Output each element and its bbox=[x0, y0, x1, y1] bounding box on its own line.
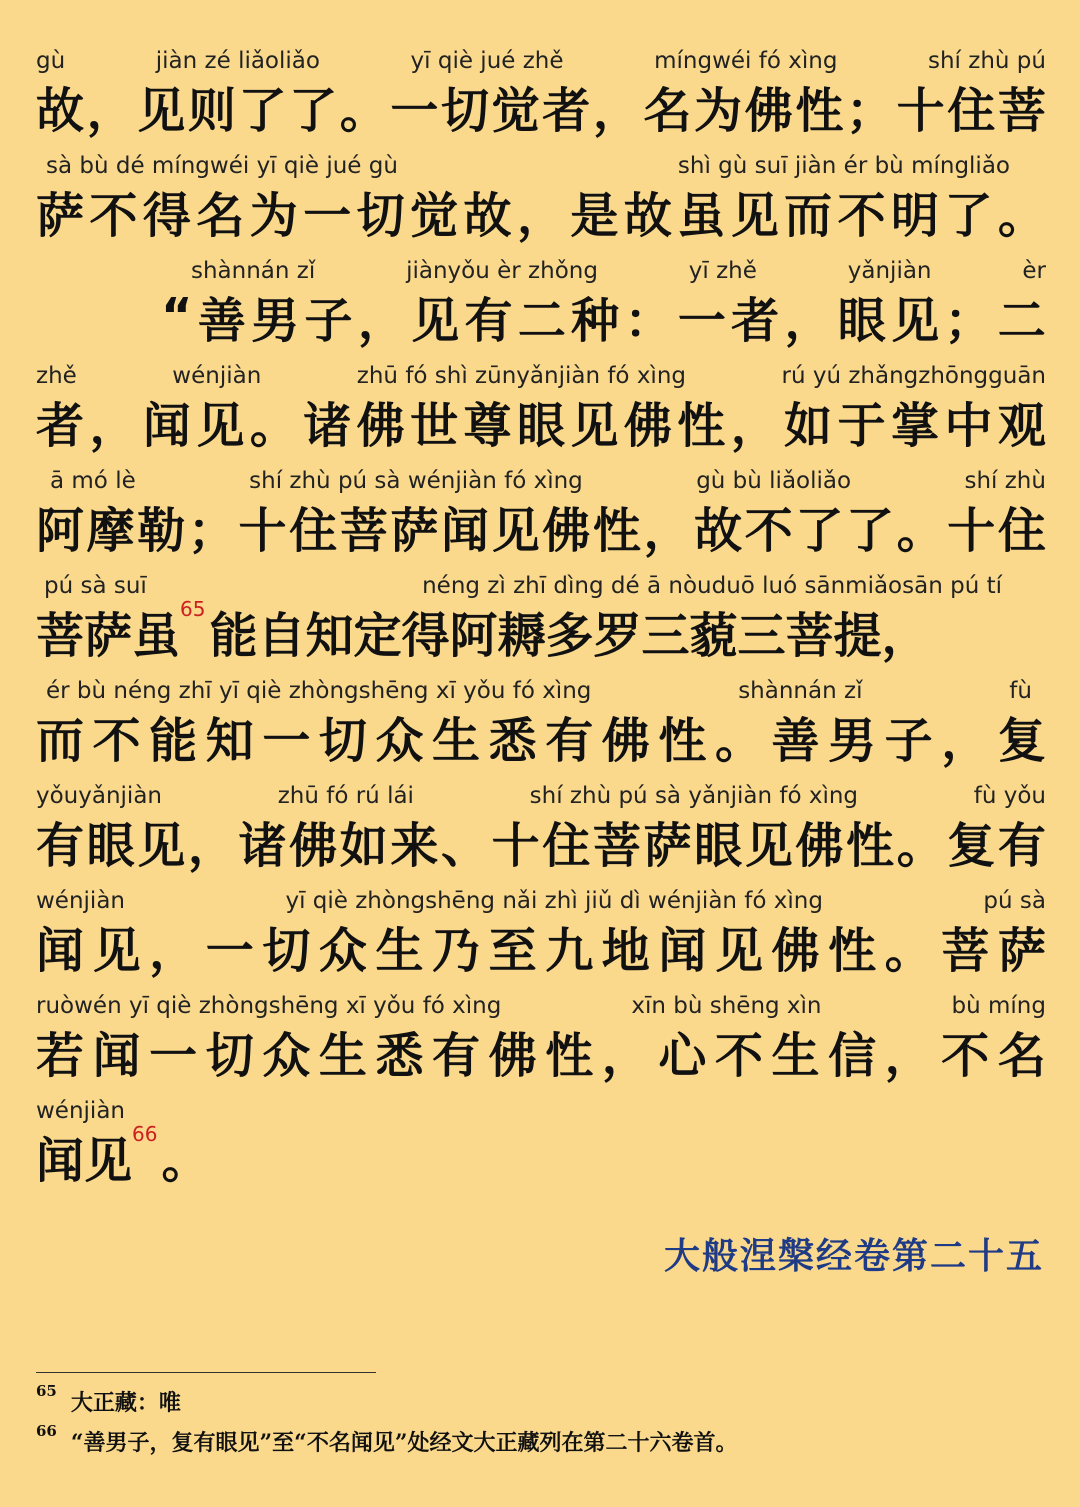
pinyin: shí zhù pú sà yǎnjiàn fó xìng bbox=[529, 783, 859, 809]
hanzi-row bbox=[36, 74, 1046, 138]
hanzi-char: 见 bbox=[137, 82, 186, 139]
hanzi-segment: 菩萨虽 bbox=[36, 607, 181, 664]
hanzi-char: 则 bbox=[187, 82, 236, 139]
hanzi-char: 故 bbox=[36, 82, 85, 139]
hanzi-row bbox=[36, 704, 1046, 768]
hanzi-char: 闻 bbox=[142, 397, 191, 454]
pinyin: wénjiàn bbox=[172, 363, 262, 389]
hanzi-char: 复 bbox=[997, 712, 1046, 769]
hanzi-char: 切 bbox=[356, 187, 405, 244]
hanzi-char: 切 bbox=[318, 712, 367, 769]
pinyin: shí zhù bbox=[964, 468, 1046, 494]
hanzi-char: 萨 bbox=[390, 502, 439, 559]
hanzi-char: 为 bbox=[694, 82, 743, 139]
hanzi-char: 诸 bbox=[238, 817, 287, 874]
hanzi-char: 性 bbox=[677, 397, 726, 454]
hanzi-row bbox=[161, 284, 1046, 348]
hanzi-char: 佛 bbox=[771, 922, 820, 979]
pinyin: fù yǒu bbox=[973, 783, 1046, 809]
hanzi-char: 。 bbox=[339, 82, 388, 139]
hanzi-char: 地 bbox=[601, 922, 650, 979]
pinyin-row bbox=[36, 359, 1046, 389]
footnote-number: 66 bbox=[36, 1422, 57, 1440]
hanzi-char: 见 bbox=[92, 922, 141, 979]
hanzi-char: 而 bbox=[36, 712, 85, 769]
pinyin: gù bbox=[36, 48, 66, 74]
pinyin: gù bù liǎoliǎo bbox=[696, 468, 852, 494]
pinyin: néng zì zhī dìng dé ā nòuduō luó sānmiǎosān pú tí bbox=[422, 573, 1002, 599]
pinyin: míngwéi fó xìng bbox=[654, 48, 838, 74]
hanzi-char: ， bbox=[784, 292, 833, 349]
pinyin: wénjiàn bbox=[36, 1098, 125, 1124]
hanzi-char: 勒 bbox=[137, 502, 186, 559]
hanzi-char: 见 bbox=[411, 292, 460, 349]
pinyin: xīn bù shēng xìn bbox=[631, 993, 822, 1019]
hanzi-segment: 闻见 bbox=[36, 1132, 133, 1189]
hanzi-char: 性 bbox=[658, 712, 707, 769]
pinyin: bù míng bbox=[951, 993, 1046, 1019]
hanzi-char: 住 bbox=[542, 817, 591, 874]
text-line bbox=[36, 464, 1046, 568]
hanzi-char: ， bbox=[601, 1027, 650, 1084]
text-line bbox=[36, 254, 1046, 358]
hanzi-char: 十 bbox=[491, 817, 540, 874]
hanzi-char: 如 bbox=[784, 397, 833, 454]
text-line bbox=[36, 779, 1046, 883]
hanzi-char: 佛 bbox=[289, 817, 338, 874]
hanzi-char: 佛 bbox=[542, 502, 591, 559]
hanzi-char: 住 bbox=[289, 502, 338, 559]
hanzi-char: 名 bbox=[196, 187, 245, 244]
hanzi-char: 佛 bbox=[488, 1027, 537, 1084]
hanzi-char: 摩 bbox=[86, 502, 135, 559]
pinyin: zhě bbox=[36, 363, 77, 389]
hanzi-char: “ bbox=[161, 288, 193, 344]
hanzi-char: 见 bbox=[491, 502, 540, 559]
hanzi-char: 眼 bbox=[516, 397, 565, 454]
hanzi-char: 有 bbox=[432, 1027, 481, 1084]
hanzi-row bbox=[36, 179, 1046, 243]
hanzi-char: ， bbox=[592, 82, 641, 139]
pinyin: èr bbox=[1022, 258, 1046, 284]
hanzi-char: ； bbox=[846, 82, 895, 139]
pinyin: shànnán zǐ bbox=[191, 258, 316, 284]
hanzi-char: 一 bbox=[677, 292, 726, 349]
hanzi-char: 众 bbox=[318, 922, 367, 979]
hanzi-char: 闻 bbox=[36, 922, 85, 979]
pinyin-row bbox=[36, 464, 1046, 494]
hanzi-char: 一 bbox=[205, 922, 254, 979]
hanzi-char: 不 bbox=[92, 712, 141, 769]
hanzi-char: 菩 bbox=[339, 502, 388, 559]
hanzi-char: 闻 bbox=[92, 1027, 141, 1084]
hanzi-char: 见 bbox=[744, 817, 793, 874]
hanzi-row bbox=[36, 914, 1046, 978]
hanzi-char: 子 bbox=[304, 292, 353, 349]
pinyin: zhū fó shì zūnyǎnjiàn fó xìng bbox=[356, 363, 686, 389]
hanzi-char: 名 bbox=[997, 1027, 1046, 1084]
hanzi-char: 至 bbox=[488, 922, 537, 979]
hanzi-char: 诸 bbox=[303, 397, 352, 454]
footnote-text: “善男子，复有眼见”至“不名闻见”处经文大正藏列在第二十六卷首。 bbox=[70, 1430, 738, 1456]
closing-title: 大般涅槃经卷第二十五 bbox=[663, 1235, 1044, 1277]
hanzi-char: 切 bbox=[441, 82, 490, 139]
text-line bbox=[36, 569, 1046, 673]
hanzi-char: 了 bbox=[944, 187, 993, 244]
hanzi-char: 不 bbox=[837, 187, 886, 244]
hanzi-char: 来 bbox=[390, 817, 439, 874]
hanzi-char: 得 bbox=[142, 187, 191, 244]
hanzi-char: 掌 bbox=[891, 397, 940, 454]
hanzi-char: 见 bbox=[570, 397, 619, 454]
text-line bbox=[36, 44, 1046, 148]
hanzi-row bbox=[36, 1124, 1046, 1188]
hanzi-row bbox=[36, 389, 1046, 453]
hanzi-char: 眼 bbox=[837, 292, 886, 349]
pinyin: jiànyǒu èr zhǒng bbox=[406, 258, 598, 284]
footnote-ref-65[interactable]: 65 bbox=[180, 597, 206, 621]
hanzi-row bbox=[36, 494, 1046, 558]
hanzi-char: 种 bbox=[571, 292, 620, 349]
hanzi-char: 生 bbox=[771, 1027, 820, 1084]
hanzi-row bbox=[36, 1019, 1046, 1083]
pinyin: shí zhù pú sà wénjiàn fó xìng bbox=[249, 468, 583, 494]
hanzi-char: 了 bbox=[289, 82, 338, 139]
hanzi-char: 性 bbox=[592, 502, 641, 559]
hanzi-char: 男 bbox=[828, 712, 877, 769]
pinyin: pú sà bbox=[983, 888, 1046, 914]
hanzi-char: 、 bbox=[441, 817, 490, 874]
hanzi-char: 佛 bbox=[356, 397, 405, 454]
hanzi-char: 见 bbox=[196, 397, 245, 454]
hanzi-char: 佛 bbox=[795, 817, 844, 874]
hanzi-char: 见 bbox=[730, 187, 779, 244]
hanzi-char: 了 bbox=[238, 82, 287, 139]
pinyin: wénjiàn bbox=[36, 888, 125, 914]
hanzi-char: 故 bbox=[463, 187, 512, 244]
hanzi-char: 。 bbox=[896, 502, 945, 559]
hanzi-segment: 。 bbox=[161, 1132, 210, 1189]
hanzi-char: ， bbox=[643, 502, 692, 559]
hanzi-char: 悉 bbox=[375, 1027, 424, 1084]
pinyin: shànnán zǐ bbox=[738, 678, 863, 704]
pinyin-row bbox=[36, 149, 1046, 179]
hanzi-char: 不 bbox=[89, 187, 138, 244]
hanzi-char: 萨 bbox=[997, 922, 1046, 979]
pinyin: shí zhù pú bbox=[928, 48, 1046, 74]
hanzi-char: 是 bbox=[570, 187, 619, 244]
pinyin: fù bbox=[1009, 678, 1032, 704]
hanzi-char: 。 bbox=[997, 187, 1046, 244]
footnote-number: 65 bbox=[36, 1382, 57, 1400]
hanzi-char: 故 bbox=[694, 502, 743, 559]
hanzi-char: 萨 bbox=[36, 187, 85, 244]
hanzi-char: 一 bbox=[390, 82, 439, 139]
hanzi-char: 一 bbox=[303, 187, 352, 244]
hanzi-char: 者 bbox=[731, 292, 780, 349]
hanzi-char: 有 bbox=[464, 292, 513, 349]
hanzi-char: 者 bbox=[542, 82, 591, 139]
pinyin: yǎnjiàn bbox=[847, 258, 932, 284]
hanzi-char: ； bbox=[187, 502, 236, 559]
hanzi-char: 尊 bbox=[463, 397, 512, 454]
hanzi-char: ； bbox=[944, 292, 993, 349]
hanzi-char: 二 bbox=[517, 292, 566, 349]
hanzi-char: 闻 bbox=[441, 502, 490, 559]
hanzi-char: 见 bbox=[137, 817, 186, 874]
hanzi-char: 觉 bbox=[491, 82, 540, 139]
pinyin: yǒuyǎnjiàn bbox=[36, 783, 162, 809]
hanzi-char: 不 bbox=[744, 502, 793, 559]
hanzi-char: 性 bbox=[545, 1027, 594, 1084]
hanzi-char: 萨 bbox=[643, 817, 692, 874]
hanzi-char: 佛 bbox=[623, 397, 672, 454]
hanzi-char: 二 bbox=[997, 292, 1046, 349]
hanzi-char: 一 bbox=[149, 1027, 198, 1084]
hanzi-char: 而 bbox=[784, 187, 833, 244]
pinyin: yī zhě bbox=[688, 258, 757, 284]
footnote-text: 大正藏：唯 bbox=[70, 1390, 181, 1416]
hanzi-char: 信 bbox=[828, 1027, 877, 1084]
hanzi-char: ， bbox=[516, 187, 565, 244]
hanzi-char: 众 bbox=[375, 712, 424, 769]
hanzi-char: 切 bbox=[205, 1027, 254, 1084]
hanzi-char: 善 bbox=[771, 712, 820, 769]
hanzi-char: 住 bbox=[947, 82, 996, 139]
footnote-66 bbox=[36, 1422, 738, 1457]
pinyin: jiàn zé liǎoliǎo bbox=[155, 48, 320, 74]
hanzi-char: 者 bbox=[36, 397, 85, 454]
hanzi-char: 子 bbox=[884, 712, 933, 769]
hanzi-char: 于 bbox=[837, 397, 886, 454]
hanzi-char: 菩 bbox=[941, 922, 990, 979]
pinyin-row bbox=[36, 1094, 1046, 1124]
pinyin: yī qiè zhòngshēng nǎi zhì jiǔ dì wénjiàn fó xìng bbox=[285, 888, 823, 914]
hanzi-char: 名 bbox=[643, 82, 692, 139]
hanzi-char: ， bbox=[357, 292, 406, 349]
hanzi-char: 能 bbox=[149, 712, 198, 769]
hanzi-char: 善 bbox=[197, 292, 246, 349]
hanzi-char: ， bbox=[730, 397, 779, 454]
hanzi-char: 。 bbox=[884, 922, 933, 979]
hanzi-char: 生 bbox=[375, 922, 424, 979]
hanzi-char: 了 bbox=[795, 502, 844, 559]
hanzi-char: 性 bbox=[795, 82, 844, 139]
hanzi-char: 十 bbox=[238, 502, 287, 559]
pinyin-row bbox=[191, 254, 1046, 284]
hanzi-char: 性 bbox=[846, 817, 895, 874]
pinyin-row bbox=[36, 779, 1046, 809]
hanzi-char: 复 bbox=[947, 817, 996, 874]
hanzi-char: 十 bbox=[947, 502, 996, 559]
hanzi-char: 了 bbox=[846, 502, 895, 559]
pinyin-row bbox=[36, 569, 1046, 599]
hanzi-char: 男 bbox=[251, 292, 300, 349]
hanzi-char: 心 bbox=[658, 1027, 707, 1084]
hanzi-char: 住 bbox=[997, 502, 1046, 559]
footnote-divider bbox=[36, 1372, 376, 1373]
text-line bbox=[36, 989, 1046, 1093]
hanzi-char: 不 bbox=[941, 1027, 990, 1084]
hanzi-char: 眼 bbox=[86, 817, 135, 874]
hanzi-char: 闻 bbox=[658, 922, 707, 979]
hanzi-char: 佛 bbox=[744, 82, 793, 139]
hanzi-char: 生 bbox=[318, 1027, 367, 1084]
text-line bbox=[36, 884, 1046, 988]
hanzi-char: ， bbox=[941, 712, 990, 769]
pinyin-row bbox=[36, 989, 1046, 1019]
hanzi-char: 切 bbox=[262, 922, 311, 979]
hanzi-char: 为 bbox=[249, 187, 298, 244]
hanzi-segment: 能自知定得阿耨多罗三藐三菩提， bbox=[209, 607, 930, 664]
pinyin-row bbox=[36, 884, 1046, 914]
hanzi-char: ， bbox=[89, 397, 138, 454]
text-line bbox=[36, 359, 1046, 463]
hanzi-char: 悉 bbox=[488, 712, 537, 769]
hanzi-char: 中 bbox=[944, 397, 993, 454]
pinyin-row bbox=[36, 44, 1046, 74]
hanzi-char: 菩 bbox=[997, 82, 1046, 139]
text-line bbox=[36, 1094, 1046, 1198]
hanzi-char: 性 bbox=[828, 922, 877, 979]
hanzi-char: 故 bbox=[623, 187, 672, 244]
pinyin: ér bù néng zhī yī qiè zhòngshēng xī yǒu fó xìng bbox=[46, 678, 592, 704]
pinyin: yī qiè jué zhě bbox=[410, 48, 564, 74]
pinyin: sà bù dé míngwéi yī qiè jué gù bbox=[46, 153, 398, 179]
hanzi-char: 九 bbox=[545, 922, 594, 979]
hanzi-char: ， bbox=[149, 922, 198, 979]
hanzi-char: 觉 bbox=[410, 187, 459, 244]
hanzi-char: 生 bbox=[432, 712, 481, 769]
hanzi-char: 若 bbox=[36, 1027, 85, 1084]
hanzi-char: 眼 bbox=[694, 817, 743, 874]
hanzi-char: 乃 bbox=[432, 922, 481, 979]
hanzi-char: ， bbox=[86, 82, 135, 139]
hanzi-char: 有 bbox=[545, 712, 594, 769]
hanzi-char: 有 bbox=[36, 817, 85, 874]
pinyin: ā mó lè bbox=[50, 468, 136, 494]
pinyin: shì gù suī jiàn ér bù míngliǎo bbox=[677, 153, 1010, 179]
hanzi-row bbox=[36, 599, 1046, 663]
pinyin-row bbox=[36, 674, 1046, 704]
hanzi-char: 如 bbox=[339, 817, 388, 874]
pinyin: zhū fó rú lái bbox=[277, 783, 414, 809]
text-line bbox=[36, 674, 1046, 778]
hanzi-char: 不 bbox=[714, 1027, 763, 1084]
hanzi-char: ， bbox=[187, 817, 236, 874]
hanzi-char: 虽 bbox=[677, 187, 726, 244]
text-line bbox=[36, 149, 1046, 253]
hanzi-char: 。 bbox=[896, 817, 945, 874]
hanzi-row bbox=[36, 809, 1046, 873]
hanzi-char: 众 bbox=[262, 1027, 311, 1084]
hanzi-char: ， bbox=[884, 1027, 933, 1084]
hanzi-char: 佛 bbox=[601, 712, 650, 769]
hanzi-char: 有 bbox=[997, 817, 1046, 874]
footnote-ref-66[interactable]: 66 bbox=[132, 1122, 158, 1146]
hanzi-char: 。 bbox=[249, 397, 298, 454]
hanzi-char: 观 bbox=[997, 397, 1046, 454]
pinyin: rú yú zhǎngzhōngguān bbox=[781, 363, 1046, 389]
hanzi-char: 菩 bbox=[592, 817, 641, 874]
hanzi-char: ： bbox=[624, 292, 673, 349]
hanzi-char: 世 bbox=[410, 397, 459, 454]
hanzi-char: 见 bbox=[714, 922, 763, 979]
hanzi-char: 十 bbox=[896, 82, 945, 139]
hanzi-char: 见 bbox=[891, 292, 940, 349]
pinyin: pú sà suī bbox=[44, 573, 147, 599]
hanzi-char: 。 bbox=[714, 712, 763, 769]
footnote-65 bbox=[36, 1382, 181, 1417]
pinyin: ruòwén yī qiè zhòngshēng xī yǒu fó xìng bbox=[36, 993, 502, 1019]
hanzi-char: 一 bbox=[262, 712, 311, 769]
hanzi-char: 明 bbox=[891, 187, 940, 244]
hanzi-char: 阿 bbox=[36, 502, 85, 559]
hanzi-char: 知 bbox=[205, 712, 254, 769]
